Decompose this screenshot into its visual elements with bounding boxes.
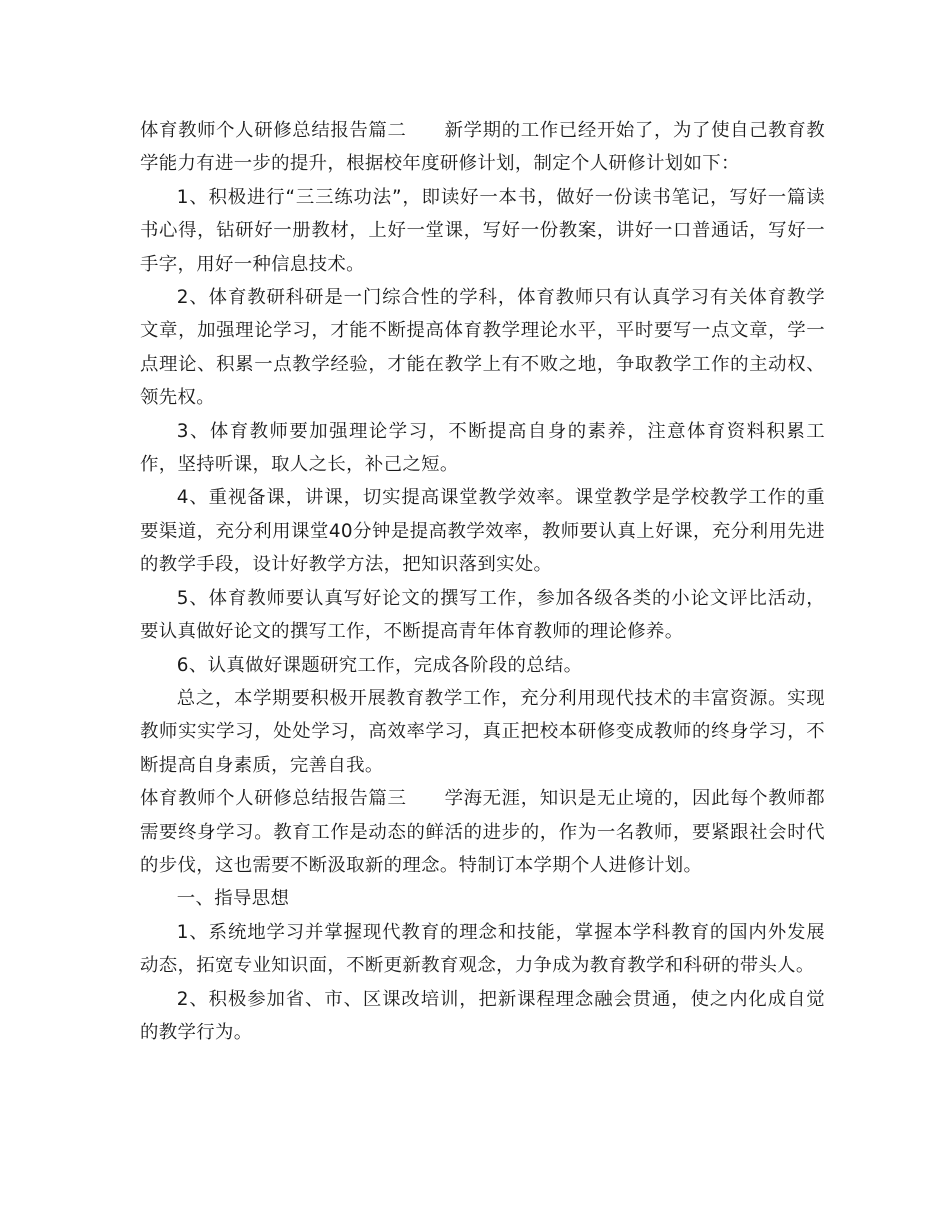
document-body <box>140 114 825 1049</box>
paragraph-item-6: 6、认真做好课题研究工作，完成各阶段的总结。 <box>176 654 583 676</box>
paragraph-item-5: 5、体育教师要认真写好论文的撰写工作，参加各级各类的小论文评比活动，要认真做好论文的撰写工作，不断提高青年体育教师的理论修养。 <box>140 587 825 643</box>
paragraph-item-2: 2、体育教研科研是一门综合性的学科，体育教师只有认真学习有关体育教学文章，加强理论学习，才能不断提高体育教学理论水平，平时要写一点文章，学一点理论、积累一点教学经验，才能在教学上有不败之地，争取教学工作的主动权、领先权。 <box>140 287 825 409</box>
paragraph-guiding-item-2: 2、积极参加省、市、区课改培训，把新课程理念融会贯通，使之内化成自觉的教学行为。 <box>140 988 825 1043</box>
paragraph-item-4: 4、重视备课，讲课，切实提高课堂教学效率。课堂教学是学校教学工作的重要渠道，充分利用课堂40分钟是提高教学效率，教师要认真上好课，充分利用先进的教学手段，设计好教学方法，把知识落到实处。 <box>140 487 825 576</box>
paragraph-report-part-two-intro: 体育教师个人研修总结报告篇二 新学期的工作已经开始了，为了使自己教育教学能力有进一步的提升，根据校年度研修计划，制定个人研修计划如下： <box>140 120 825 175</box>
paragraph-item-1: 1、积极进行“三三练功法”，即读好一本书，做好一份读书笔记，写好一篇读书心得，钻研好一册教材，上好一堂课，写好一份教案，讲好一口普通话，写好一手字，用好一种信息技术。 <box>140 186 825 275</box>
paragraph-item-3: 3、体育教师要加强理论学习，不断提高自身的素养，注意体育资料积累工作，坚持听课，取人之长，补己之短。 <box>140 420 825 476</box>
paragraph-report-part-three-intro: 体育教师个人研修总结报告篇三 学海无涯，知识是无止境的，因此每个教师都需要终身学习。教育工作是动态的鲜活的进步的，作为一名教师，要紧跟社会时代的步伐，这也需要不断汲取新的理念。特制订本学期个人进修计划。 <box>140 788 825 876</box>
section-heading-guiding-ideas: 一、指导思想 <box>176 888 290 910</box>
paragraph-summary: 总之，本学期要积极开展教育教学工作，充分利用现代技术的丰富资源。实现教师实实学习，处处学习，高效率学习，真正把校本研修变成教师的终身学习，不断提高自身素质，完善自我。 <box>140 687 825 776</box>
paragraph-guiding-item-1: 1、系统地学习并掌握现代教育的理念和技能，掌握本学科教育的国内外发展动态，拓宽专业知识面，不断更新教育观念，力争成为教育教学和科研的带头人。 <box>140 921 825 977</box>
